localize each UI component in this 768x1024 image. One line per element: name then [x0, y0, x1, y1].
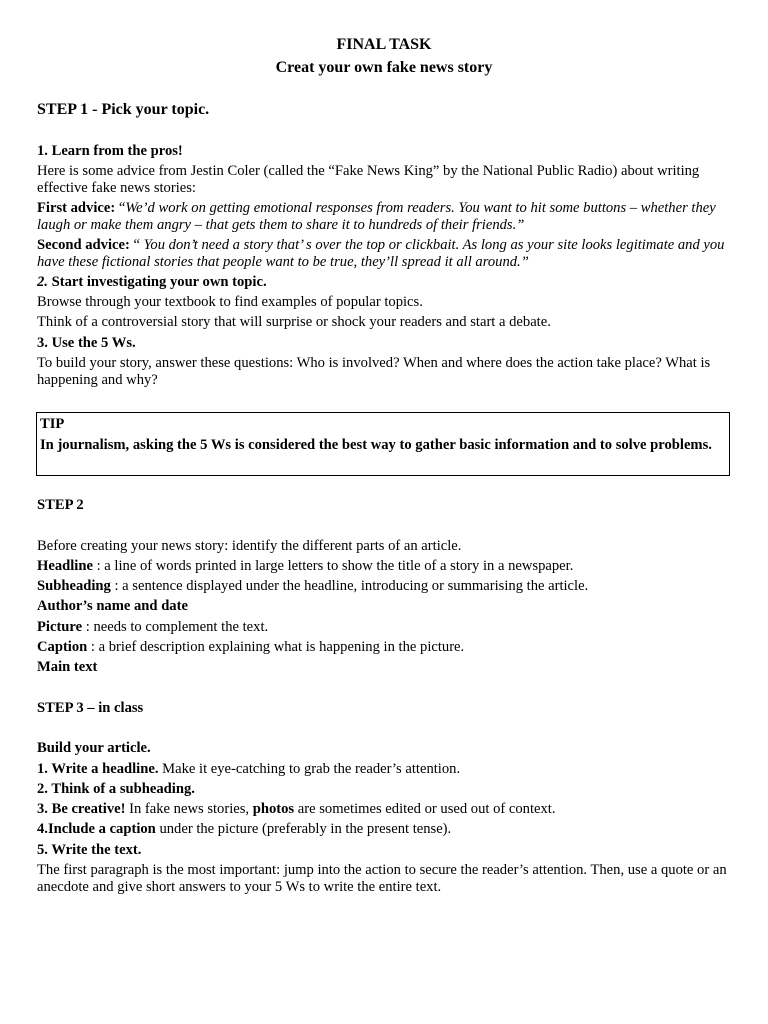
item4-label: 4.Include a caption — [37, 821, 156, 837]
page-subtitle: Creat your own fake news story — [275, 59, 493, 76]
caption-definition — [37, 639, 733, 656]
item1-label: 1. Write a headline. — [37, 761, 159, 777]
item3-text-a: In fake news stories, — [125, 801, 253, 817]
think-text: Think of a controversial story that will surprise or shock your readers and start a debate. — [37, 314, 551, 330]
investigate-heading — [37, 274, 733, 291]
picture-label: Picture — [37, 619, 83, 635]
main-text-line: Main text — [37, 659, 98, 675]
first-advice-quote-open: “ — [115, 200, 126, 216]
tip-text: In journalism, asking the 5 Ws is considered the best way to gather basic information and to solve problems. — [40, 437, 712, 453]
investigate-title: Start investigating your own topic. — [47, 274, 267, 290]
second-advice — [37, 237, 731, 271]
step2-heading: STEP 2 — [37, 497, 84, 513]
step3-item-3 — [37, 801, 733, 818]
first-advice — [37, 200, 731, 234]
step2-intro: Before creating your news story: identify the different parts of an article. — [37, 538, 462, 554]
intro-paragraph: Here is some advice from Jestin Coler (called the “Fake News King” by the National Public Radio) about writing effective fake news stories: — [37, 163, 700, 196]
build-heading: Build your article. — [37, 740, 151, 756]
first-advice-quote: We’d work on getting emotional responses from readers. You want to hit some buttons – whether they laugh or make them angry – that gets them to share it to hundreds of their friends.” — [37, 200, 716, 233]
subheading-definition — [37, 578, 733, 595]
tip-label: TIP — [40, 416, 65, 432]
headline-definition — [37, 558, 733, 575]
step3-item-4 — [37, 821, 733, 838]
step3-heading: STEP 3 – in class — [37, 700, 144, 716]
step3-item-1 — [37, 761, 733, 778]
step3-item-5: 5. Write the text. — [37, 842, 142, 858]
browse-text: Browse through your textbook to find examples of popular topics. — [37, 294, 423, 310]
second-advice-quote-open: “ — [129, 237, 144, 253]
item3-bold: photos — [252, 801, 295, 817]
subheading-text: : a sentence displayed under the headline, introducing or summarising the article. — [110, 578, 589, 594]
item3-text-b: are sometimes edited or used out of context. — [294, 801, 556, 817]
headline-label: Headline — [37, 558, 93, 574]
final-paragraph: The first paragraph is the most important: jump into the action to secure the reader’s attention. Then, use a quote or an anecdote and give short answers to your 5 Ws to write the entire text. — [37, 862, 727, 895]
page-title: FINAL TASK — [336, 36, 432, 53]
author-line: Author’s name and date — [37, 598, 188, 614]
ws-heading: 3. Use the 5 Ws. — [37, 335, 136, 351]
item3-label: 3. Be creative! — [37, 801, 126, 817]
headline-text: : a line of words printed in large letters to show the title of a story in a newspaper. — [92, 558, 574, 574]
second-advice-quote: You don’t need a story that’ s over the top or clickbait. As long as your site looks legitimate and you have these fictional stories that people want to be true, they’ll spread it all around.” — [37, 237, 725, 270]
step1-heading: STEP 1 - Pick your topic. — [37, 101, 210, 118]
caption-label: Caption — [37, 639, 88, 655]
item1-text: Make it eye-catching to grab the reader’s attention. — [158, 761, 461, 777]
learn-heading: 1. Learn from the pros! — [37, 143, 183, 159]
subheading-label: Subheading — [37, 578, 111, 594]
investigate-number: 2. — [37, 274, 48, 290]
step3-item-2: 2. Think of a subheading. — [37, 781, 195, 797]
ws-text: To build your story, answer these questions: Who is involved? When and where does the action take place? What is happening and why? — [37, 355, 711, 388]
caption-text: : a brief description explaining what is happening in the picture. — [87, 639, 465, 655]
second-advice-label: Second advice: — [37, 237, 130, 253]
item4-text: under the picture (preferably in the present tense). — [155, 821, 452, 837]
picture-definition — [37, 619, 733, 636]
picture-text: : needs to complement the text. — [82, 619, 269, 635]
first-advice-label: First advice: — [37, 200, 116, 216]
